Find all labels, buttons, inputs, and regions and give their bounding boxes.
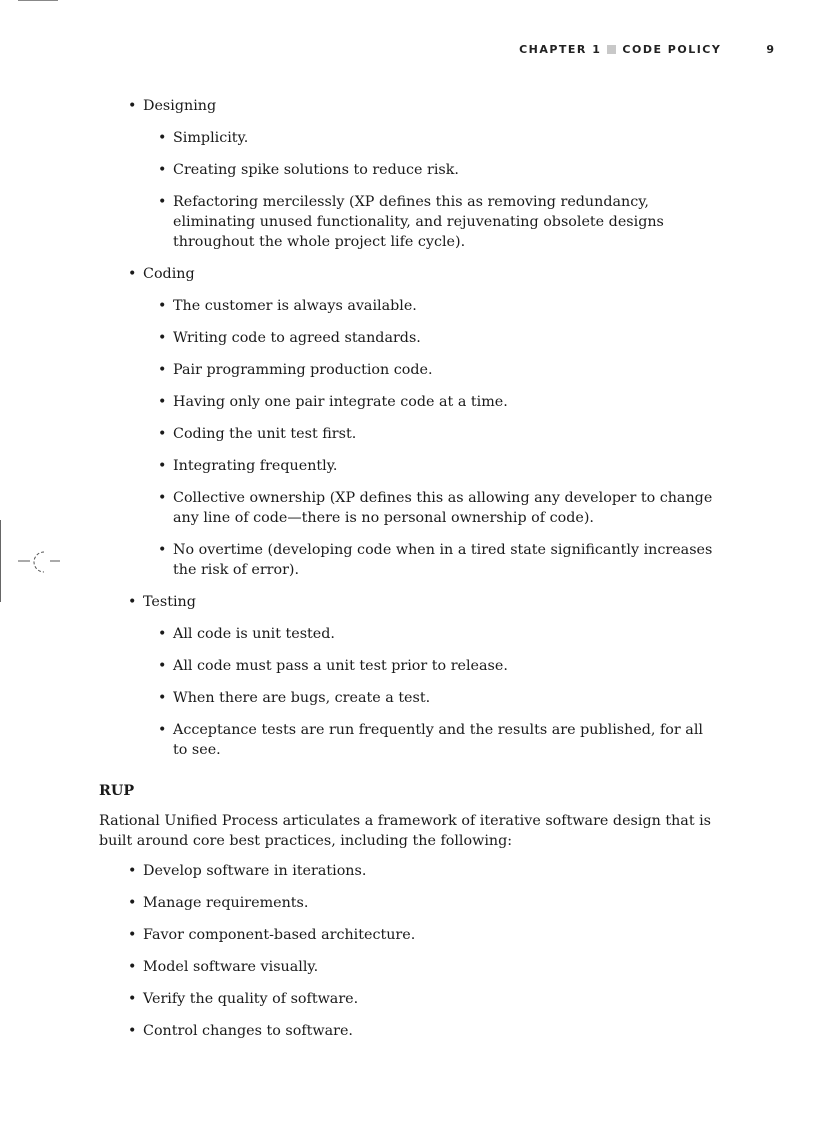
list-item: [128, 957, 719, 977]
sublist: [143, 296, 719, 580]
list-item-text: Coding the unit test first.: [173, 426, 357, 442]
bullet-icon: •: [128, 991, 137, 1007]
list-item: [128, 925, 719, 945]
list-item-text: Verify the quality of software.: [143, 991, 359, 1007]
list-item: [128, 96, 719, 252]
section-heading: RUP: [99, 783, 135, 799]
list-item: [158, 392, 719, 412]
list-item: [158, 456, 719, 476]
bullet-icon: •: [158, 626, 167, 642]
list-item: [128, 1021, 719, 1041]
list-item-text: Creating spike solutions to reduce risk.: [173, 162, 459, 178]
sublist: [143, 128, 719, 252]
list-item-label: Testing: [143, 594, 196, 610]
section-intro: Rational Unified Process articulates a framework of iterative software design that is built around core best practices, including the following:: [99, 813, 712, 849]
bullet-icon: •: [128, 1023, 137, 1039]
bullet-icon: •: [158, 722, 167, 738]
list-item-text: Writing code to agreed standards.: [173, 330, 421, 346]
bullet-icon: •: [158, 394, 167, 410]
list-item: [158, 424, 719, 444]
separator-square-icon: [607, 45, 616, 54]
bullet-icon: •: [158, 194, 167, 210]
list-item: [158, 656, 719, 676]
bullet-icon: •: [128, 863, 137, 879]
list-item-text: Collective ownership (XP defines this as allowing any developer to change any line of code—there is no personal ownership of code).: [173, 490, 713, 526]
bullet-icon: •: [158, 690, 167, 706]
chapter-title: CODE POLICY: [622, 43, 722, 56]
list-item: [158, 192, 719, 252]
bullet-icon: •: [158, 658, 167, 674]
list-item: [128, 861, 719, 881]
bullet-icon: •: [158, 426, 167, 442]
list-item-text: Integrating frequently.: [173, 458, 338, 474]
bullet-icon: •: [128, 98, 137, 114]
chapter-label: CHAPTER 1: [519, 43, 602, 56]
list-item: [158, 488, 719, 528]
list-item-label: Coding: [143, 266, 195, 282]
list-item: [128, 893, 719, 913]
list-item: [158, 720, 719, 760]
xp-practices-list: [99, 96, 719, 760]
bullet-icon: •: [158, 330, 167, 346]
list-item: [128, 592, 719, 760]
bullet-icon: •: [128, 927, 137, 943]
rup-practices-list: [99, 861, 719, 1041]
list-item-text: Favor component-based architecture.: [143, 927, 416, 943]
list-item-text: The customer is always available.: [173, 298, 417, 314]
bullet-icon: •: [158, 490, 167, 506]
list-item-text: Model software visually.: [143, 959, 319, 975]
list-item: [128, 989, 719, 1009]
list-item-text: All code must pass a unit test prior to release.: [173, 658, 508, 674]
list-item: [158, 688, 719, 708]
page-body: [99, 96, 719, 1041]
list-item-text: Manage requirements.: [143, 895, 309, 911]
bullet-icon: •: [158, 542, 167, 558]
bullet-icon: •: [128, 895, 137, 911]
bullet-icon: •: [158, 162, 167, 178]
sublist: [143, 624, 719, 760]
list-item-text: When there are bugs, create a test.: [173, 690, 431, 706]
bullet-icon: •: [158, 362, 167, 378]
bullet-icon: •: [128, 266, 137, 282]
list-item-text: No overtime (developing code when in a tired state significantly increases the risk of error).: [173, 542, 713, 578]
bullet-icon: •: [128, 959, 137, 975]
list-item: [158, 296, 719, 316]
list-item-text: Develop software in iterations.: [143, 863, 367, 879]
list-item: [158, 624, 719, 644]
list-item-text: Having only one pair integrate code at a time.: [173, 394, 508, 410]
bullet-icon: •: [158, 130, 167, 146]
list-item-text: Refactoring mercilessly (XP defines this as removing redundancy, eliminating unused functionality, and rejuvenating obsolete designs throughout the whole project life cycle).: [173, 194, 664, 250]
crop-mark-top: [18, 0, 58, 1]
list-item: [128, 264, 719, 580]
bullet-icon: •: [158, 298, 167, 314]
list-item-label: Designing: [143, 98, 217, 114]
running-head: [519, 43, 774, 56]
bullet-icon: •: [158, 458, 167, 474]
list-item: [158, 328, 719, 348]
list-item-text: Control changes to software.: [143, 1023, 353, 1039]
list-item: [158, 128, 719, 148]
list-item: [158, 360, 719, 380]
list-item-text: All code is unit tested.: [173, 626, 335, 642]
registration-mark-icon: [18, 546, 62, 580]
list-item-text: Pair programming production code.: [173, 362, 433, 378]
list-item: [158, 160, 719, 180]
list-item-text: Simplicity.: [173, 130, 249, 146]
list-item-text: Acceptance tests are run frequently and the results are published, for all to see.: [173, 722, 703, 758]
list-item: [158, 540, 719, 580]
crop-mark-left: [0, 520, 1, 602]
bullet-icon: •: [128, 594, 137, 610]
page-number: 9: [766, 43, 774, 56]
